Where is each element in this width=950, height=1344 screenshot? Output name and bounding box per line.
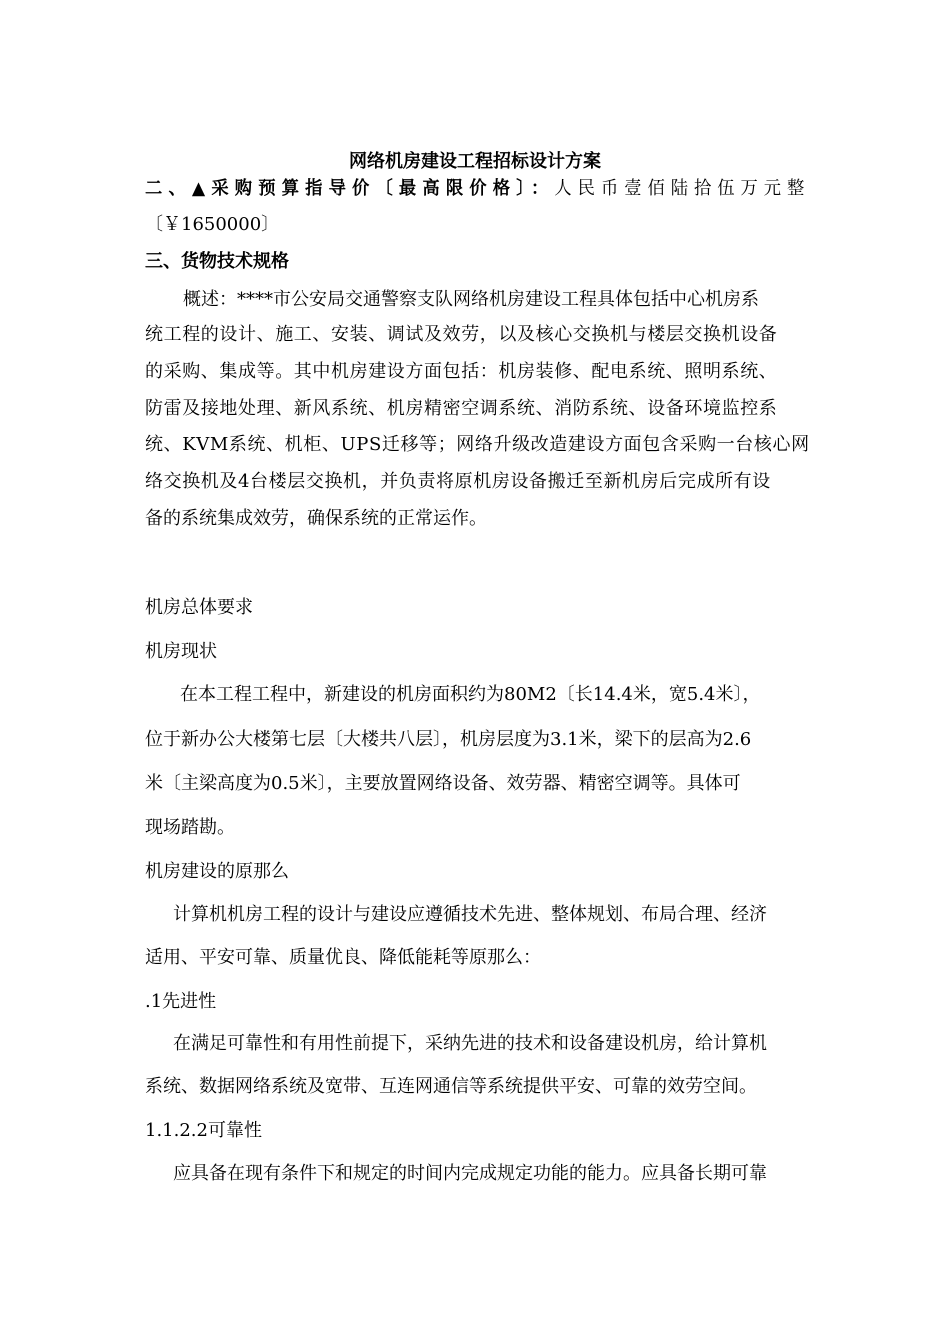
- overview-line: 的采购、集成等。其中机房建设方面包括：机房装修、配电系统、照明系统、: [145, 361, 778, 382]
- budget-value: 人民币壹佰陆拾伍万元整: [554, 178, 811, 199]
- section3-heading: 三、货物技术规格: [145, 251, 289, 272]
- status-line: 现场踏勘。: [145, 817, 235, 838]
- budget-amount: 〔￥1650000〕: [145, 214, 280, 235]
- heading-principles: 机房建设的原那么: [145, 861, 289, 882]
- advanced-line: 系统、数据网络系统及宽带、互连网通信等系统提供平安、可靠的效劳空间。: [145, 1076, 757, 1097]
- heading-advanced: .1先进性: [145, 991, 217, 1012]
- budget-label: 二、▲采购预算指导价〔最高限价格〕：: [145, 178, 555, 199]
- principle-line: 适用、平安可靠、质量优良、降低能耗等原那么：: [145, 947, 541, 968]
- heading-overall-requirements: 机房总体要求: [145, 597, 253, 618]
- budget-line: [145, 177, 810, 201]
- advanced-line: 在满足可靠性和有用性前提下，采纳先进的技术和设备建设机房，给计算机: [173, 1033, 767, 1054]
- status-line: 米〔主梁高度为0.5米〕，主要放置网络设备、效劳器、精密空调等。具体可: [145, 773, 741, 794]
- overview-line: 统工程的设计、施工、安装、调试及效劳，以及核心交换机与楼层交换机设备: [145, 324, 778, 345]
- status-line: 位于新办公大楼第七层〔大楼共八层〕，机房层度为3.1米，梁下的层高为2.6: [145, 729, 752, 750]
- overview-line: 络交换机及4台楼层交换机，并负责将原机房设备搬迁至新机房后完成所有设: [145, 471, 771, 492]
- overview-line: 备的系统集成效劳，确保系统的正常运作。: [145, 508, 487, 529]
- reliability-line: 应具备在现有条件下和规定的时间内完成规定功能的能力。应具备长期可靠: [173, 1163, 767, 1184]
- heading-reliability: 1.1.2.2可靠性: [145, 1120, 262, 1141]
- heading-room-status: 机房现状: [145, 641, 217, 662]
- overview-line: 统、KVM系统、机柜、UPS迁移等；网络升级改造建设方面包含采购一台核心网: [145, 434, 810, 455]
- overview-line: 概述：****市公安局交通警察支队网络机房建设工程具体包括中心机房系: [183, 289, 759, 310]
- document-title: 网络机房建设工程招标设计方案: [349, 151, 601, 172]
- overview-line: 防雷及接地处理、新风系统、机房精密空调系统、消防系统、设备环境监控系: [145, 398, 778, 419]
- status-line: 在本工程工程中，新建设的机房面积约为80M2〔长14.4米，宽5.4米〕，: [180, 684, 761, 705]
- principle-line: 计算机机房工程的设计与建设应遵循技术先进、整体规划、布局合理、经济: [173, 904, 767, 925]
